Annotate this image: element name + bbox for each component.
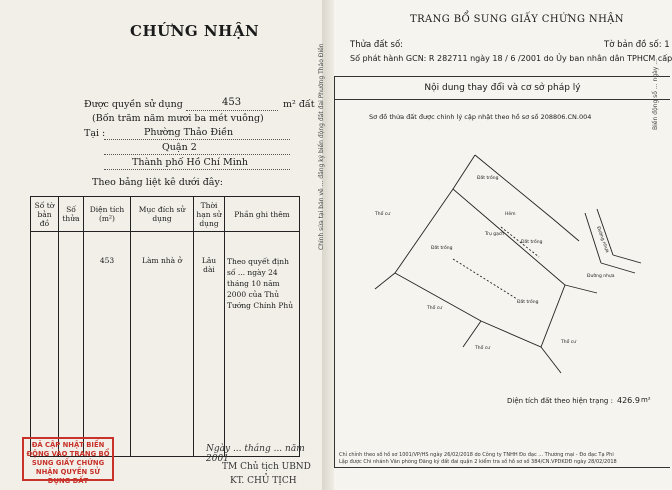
- road-edge: [613, 255, 641, 263]
- certificate-title: CHỨNG NHẬN: [130, 22, 260, 40]
- cell-term: Lâu dài: [194, 232, 225, 457]
- map-sheet-label: Tờ bản đồ số: 1: [604, 40, 670, 50]
- area-in-words: (Bốn trăm năm mươi ba mét vuông): [92, 113, 264, 124]
- ward-name: Phường Thảo Điền: [144, 127, 234, 138]
- col-header-term: Thời hạn sử dụng: [194, 197, 225, 232]
- map-label: Thổ cư: [375, 212, 391, 217]
- boundary-line: [565, 285, 597, 293]
- area-value: 453: [222, 97, 242, 108]
- area-label: Được quyền sử dụng: [84, 99, 183, 110]
- cell-note: Theo quyết định số ... ngày 24 tháng 10 năm 2000 của Thủ Tướng Chính Phủ: [225, 232, 300, 457]
- edge-note: Biến động số ... ngày ...: [652, 59, 659, 130]
- cell-parcel: [59, 232, 84, 457]
- col-header-area: Diện tích (m²): [84, 197, 131, 232]
- map-label: Đường nhựa: [587, 274, 615, 279]
- map-label: Đất trống: [477, 176, 499, 181]
- ward-dotline: [104, 139, 290, 140]
- land-register-table: [30, 196, 300, 457]
- changes-box: [334, 76, 670, 468]
- cell-area: 453: [84, 232, 131, 457]
- col-header-purpose: Mục đích sử dụng: [131, 197, 194, 232]
- certificate-left-page: [0, 0, 322, 490]
- road-edge: [585, 213, 601, 263]
- col-header-sheet: Số tờ bản đồ: [31, 197, 59, 232]
- boundary-line: [463, 321, 481, 347]
- map-label: Thổ cư: [427, 306, 443, 311]
- boundary-line: [541, 347, 561, 373]
- district-name: Quận 2: [162, 142, 197, 153]
- map-label: Hẻm: [505, 212, 516, 217]
- map-label: Đường nhựa: [595, 225, 610, 254]
- footnote-line-2: Lập được Chi nhánh Văn phòng Đăng ký đất đai quận 2 kiểm tra số hồ sơ số 384/CN.VPDKDĐ ngày 28/02/2018: [339, 459, 617, 465]
- updated-area-unit: m²: [641, 396, 651, 404]
- updated-area-value: 426.9: [617, 396, 640, 405]
- date-line: Ngày ... tháng ... năm 2001: [206, 444, 305, 464]
- city-name: Thành phố Hồ Chí Minh: [132, 157, 248, 168]
- inner-division: [453, 259, 517, 299]
- supplement-right-page: [334, 0, 672, 490]
- map-label: Đất trống: [517, 300, 539, 305]
- area-dotline: [186, 110, 278, 111]
- cell-purpose: Làm nhà ở: [131, 232, 194, 457]
- footnote-line-1: Chỉ chỉnh theo số hồ sơ 1001/VP/HS ngày 26/02/2018 do Công ty TNHH Đo đạc ... Thương mại - Đo đạc Tạ Phi: [339, 452, 614, 458]
- district-dotline: [104, 154, 290, 155]
- update-stamp: ĐÃ CẬP NHẬT BIẾN ĐỘNG VÀO TRANG BỔ SUNG GIẤY CHỨNG NHẬN QUYỀN SỬ DỤNG ĐẤT: [22, 437, 114, 481]
- boundary-line: [375, 273, 395, 289]
- map-label: Thổ cư: [561, 340, 577, 345]
- table-header-row: [31, 197, 300, 232]
- parcel-map: [335, 123, 671, 423]
- boundary-line: [453, 155, 475, 189]
- area-unit: m² đất: [283, 99, 315, 110]
- updated-area-label: Diện tích đất theo hiện trạng :: [507, 397, 613, 405]
- map-caption: Sơ đồ thửa đất được chỉnh lý cập nhật theo hồ sơ số 208806.CN.004: [369, 113, 592, 121]
- parcel-outline: [395, 189, 565, 347]
- list-intro: Theo bảng liệt kê dưới đây:: [92, 177, 224, 188]
- map-label: Trụ gạch: [485, 232, 505, 237]
- spine-note: Chỉnh sửa tại bản vẽ ... đăng ký biến động đất đai Phường Thảo Điền: [318, 43, 325, 250]
- map-label: Thổ cư: [475, 346, 491, 351]
- signer-title-2: KT. CHỦ TỊCH: [230, 476, 297, 486]
- signer-title: TM Chủ tịch UBND: [222, 462, 311, 472]
- certificate-issue-line: Số phát hành GCN: R 282711 ngày 18 / 6 /2001 do Ủy ban nhân dân TPHCM cấp: [350, 54, 672, 63]
- table-row: [31, 232, 300, 457]
- col-header-note: Phần ghi thêm: [225, 197, 300, 232]
- boundary-line: [475, 155, 553, 219]
- parcel-number-label: Thửa đất số:: [350, 40, 404, 50]
- road-edge: [601, 263, 635, 273]
- col-header-parcel: Số thửa: [59, 197, 84, 232]
- map-label: Đất trống: [431, 246, 453, 251]
- supplement-title: TRANG BỔ SUNG GIẤY CHỨNG NHẬN: [410, 14, 624, 25]
- map-label: Đất trống: [521, 240, 543, 245]
- city-dotline: [104, 169, 290, 170]
- cell-sheet: [31, 232, 59, 457]
- boundary-line: [553, 219, 579, 241]
- location-label: Tại :: [84, 128, 106, 139]
- changes-box-header: Nội dung thay đổi và cơ sở pháp lý: [335, 77, 670, 100]
